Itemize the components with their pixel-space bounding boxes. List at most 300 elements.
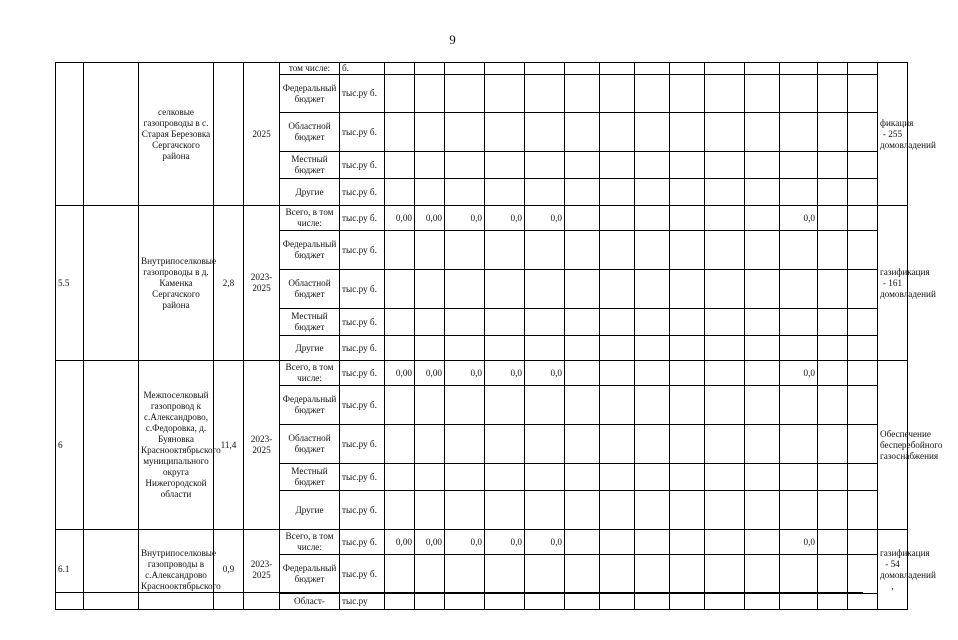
value-cell: [848, 206, 878, 231]
value-cell: [705, 179, 745, 206]
table-row: [56, 206, 958, 231]
value-cell: [600, 336, 635, 361]
value-cell: [385, 464, 415, 491]
value-cell: [565, 231, 600, 270]
value-cell: [670, 179, 705, 206]
value-cell: [415, 270, 445, 309]
value-cell: [385, 594, 415, 610]
value-cell: [600, 491, 635, 530]
value-cell: [600, 425, 635, 464]
value-cell: [745, 152, 780, 179]
value-cell: [485, 309, 525, 336]
value-cell: 0,0: [780, 206, 818, 231]
value-cell: [670, 63, 705, 75]
term-years: 2025: [244, 63, 280, 206]
value-cell: [818, 113, 848, 152]
unit-label: тыс.ру б.: [340, 491, 385, 530]
value-cell: [745, 361, 780, 386]
value-cell: [848, 63, 878, 75]
funding-source-label: Федеральный бюджет: [280, 231, 340, 270]
page-number: 9: [449, 32, 456, 47]
value-cell: [705, 336, 745, 361]
value-cell: [385, 336, 415, 361]
value-cell: [385, 179, 415, 206]
object-name: Внутрипоселковые газопроводы в с.Александрово Краснооктябрьского: [139, 530, 214, 610]
value-cell: [525, 63, 565, 75]
unit-label: б.: [340, 63, 385, 75]
value-cell: [705, 152, 745, 179]
object-name: селковые газопроводы в с. Старая Березовка Сергачского района: [139, 63, 214, 206]
value-cell: [600, 555, 635, 594]
unit-label: тыс.ру б.: [340, 270, 385, 309]
value-cell: [525, 386, 565, 425]
value-cell: [445, 63, 485, 75]
length-km: 0,9: [214, 530, 244, 610]
value-cell: [415, 491, 445, 530]
value-cell: [485, 425, 525, 464]
value-cell: [565, 270, 600, 309]
value-cell: [705, 386, 745, 425]
value-cell: 0,00: [415, 530, 445, 555]
funding-source-label: Местный бюджет: [280, 309, 340, 336]
value-cell: [780, 270, 818, 309]
unit-label: тыс.ру б.: [340, 336, 385, 361]
value-cell: [635, 152, 670, 179]
value-cell: [705, 464, 745, 491]
value-cell: [635, 361, 670, 386]
value-cell: [848, 231, 878, 270]
value-cell: [745, 594, 780, 610]
unit-label: тыс.ру: [340, 594, 385, 610]
value-cell: [745, 309, 780, 336]
value-cell: [745, 555, 780, 594]
value-cell: [525, 425, 565, 464]
value-cell: [848, 386, 878, 425]
value-cell: 0,0: [485, 206, 525, 231]
value-cell: [780, 491, 818, 530]
value-cell: [635, 464, 670, 491]
value-cell: [745, 63, 780, 75]
value-cell: [600, 152, 635, 179]
value-cell: [385, 63, 415, 75]
value-cell: [565, 179, 600, 206]
expected-result: газификация - 54 домовладений ,: [878, 530, 908, 610]
value-cell: [635, 206, 670, 231]
expected-result: газификация - 161 домовладений: [878, 206, 908, 361]
value-cell: 0,0: [780, 530, 818, 555]
value-cell: [415, 464, 445, 491]
funding-source-label: Местный бюджет: [280, 152, 340, 179]
value-cell: [745, 464, 780, 491]
value-cell: [415, 113, 445, 152]
value-cell: [848, 270, 878, 309]
value-cell: [705, 63, 745, 75]
value-cell: [485, 75, 525, 113]
value-cell: [485, 231, 525, 270]
value-cell: [600, 206, 635, 231]
value-cell: [780, 75, 818, 113]
value-cell: [415, 425, 445, 464]
value-cell: [485, 464, 525, 491]
value-cell: [848, 336, 878, 361]
value-cell: [705, 231, 745, 270]
value-cell: [600, 309, 635, 336]
value-cell: [385, 113, 415, 152]
length-km: 2,8: [214, 206, 244, 361]
value-cell: [525, 75, 565, 113]
value-cell: [705, 594, 745, 610]
value-cell: [600, 113, 635, 152]
value-cell: [415, 386, 445, 425]
value-cell: [635, 425, 670, 464]
value-cell: [485, 386, 525, 425]
value-cell: [385, 555, 415, 594]
value-cell: [565, 491, 600, 530]
value-cell: [818, 491, 848, 530]
value-cell: [600, 270, 635, 309]
length-km: [214, 63, 244, 206]
value-cell: [445, 270, 485, 309]
funding-source-label: Областной бюджет: [280, 113, 340, 152]
table-row: [56, 63, 958, 75]
value-cell: [385, 309, 415, 336]
value-cell: [565, 75, 600, 113]
value-cell: [445, 113, 485, 152]
value-cell: [818, 206, 848, 231]
value-cell: [780, 309, 818, 336]
value-cell: [600, 594, 635, 610]
funding-source-label: Другие: [280, 491, 340, 530]
value-cell: [385, 231, 415, 270]
value-cell: [525, 336, 565, 361]
value-cell: [670, 361, 705, 386]
value-cell: [525, 594, 565, 610]
value-cell: [600, 530, 635, 555]
funding-source-label: Федеральный бюджет: [280, 386, 340, 425]
value-cell: 0,00: [415, 361, 445, 386]
value-cell: [780, 179, 818, 206]
value-cell: [705, 206, 745, 231]
value-cell: [385, 75, 415, 113]
value-cell: 0,0: [780, 361, 818, 386]
value-cell: [635, 270, 670, 309]
term-years: 2023-2025: [244, 206, 280, 361]
value-cell: [415, 152, 445, 179]
value-cell: 0,0: [525, 530, 565, 555]
value-cell: [705, 361, 745, 386]
value-cell: [565, 361, 600, 386]
value-cell: 0,0: [485, 530, 525, 555]
value-cell: [848, 179, 878, 206]
value-cell: [635, 491, 670, 530]
value-cell: 0,0: [445, 361, 485, 386]
value-cell: [670, 152, 705, 179]
unit-label: тыс.ру б.: [340, 361, 385, 386]
blank-cell: [84, 63, 139, 206]
funding-source-label: Област-: [280, 594, 340, 610]
value-cell: [565, 152, 600, 179]
value-cell: [600, 63, 635, 75]
value-cell: [485, 270, 525, 309]
value-cell: [385, 152, 415, 179]
value-cell: [600, 231, 635, 270]
value-cell: [565, 594, 600, 610]
value-cell: [415, 555, 445, 594]
value-cell: [525, 179, 565, 206]
budget-table: [55, 62, 958, 610]
value-cell: [705, 75, 745, 113]
value-cell: [635, 336, 670, 361]
value-cell: [745, 386, 780, 425]
value-cell: [818, 336, 848, 361]
funding-source-label: Местный бюджет: [280, 464, 340, 491]
value-cell: [525, 231, 565, 270]
value-cell: 0,0: [525, 206, 565, 231]
value-cell: [635, 179, 670, 206]
term-years: 2023-2025: [244, 530, 280, 610]
value-cell: [485, 336, 525, 361]
value-cell: [415, 179, 445, 206]
value-cell: [745, 206, 780, 231]
value-cell: [780, 555, 818, 594]
value-cell: [565, 113, 600, 152]
funding-source-label: Федеральный бюджет: [280, 555, 340, 594]
value-cell: [565, 464, 600, 491]
value-cell: 0,00: [385, 206, 415, 231]
value-cell: [780, 464, 818, 491]
value-cell: 0,00: [385, 361, 415, 386]
value-cell: [818, 179, 848, 206]
value-cell: [848, 530, 878, 555]
expected-result: Обеспечение бесперебойного газоснабжения: [878, 361, 908, 530]
value-cell: [848, 152, 878, 179]
value-cell: [525, 270, 565, 309]
value-cell: [705, 309, 745, 336]
value-cell: [745, 491, 780, 530]
value-cell: [635, 309, 670, 336]
value-cell: [525, 309, 565, 336]
value-cell: [445, 152, 485, 179]
value-cell: [445, 464, 485, 491]
value-cell: [525, 152, 565, 179]
value-cell: [818, 309, 848, 336]
unit-label: тыс.ру б.: [340, 555, 385, 594]
value-cell: [445, 491, 485, 530]
value-cell: [565, 530, 600, 555]
value-cell: [600, 386, 635, 425]
value-cell: [445, 425, 485, 464]
value-cell: [848, 491, 878, 530]
value-cell: 0,0: [445, 206, 485, 231]
budget-table-container: [55, 62, 943, 606]
funding-source-label: Федеральный бюджет: [280, 75, 340, 113]
value-cell: [600, 75, 635, 113]
unit-label: тыс.ру б.: [340, 309, 385, 336]
funding-source-label: Областной бюджет: [280, 425, 340, 464]
value-cell: [670, 231, 705, 270]
value-cell: [635, 113, 670, 152]
unit-label: тыс.ру б.: [340, 113, 385, 152]
unit-label: тыс.ру б.: [340, 179, 385, 206]
value-cell: [525, 555, 565, 594]
funding-source-label: Областной бюджет: [280, 270, 340, 309]
unit-label: тыс.ру б.: [340, 75, 385, 113]
value-cell: 0,0: [485, 361, 525, 386]
value-cell: [818, 594, 848, 610]
unit-label: тыс.ру б.: [340, 152, 385, 179]
value-cell: [445, 75, 485, 113]
value-cell: [670, 555, 705, 594]
value-cell: [705, 530, 745, 555]
value-cell: [848, 361, 878, 386]
value-cell: [780, 594, 818, 610]
value-cell: [415, 309, 445, 336]
value-cell: [635, 530, 670, 555]
value-cell: [415, 336, 445, 361]
item-number: 5.5: [56, 206, 84, 361]
value-cell: [745, 231, 780, 270]
value-cell: [818, 231, 848, 270]
value-cell: [485, 491, 525, 530]
value-cell: [670, 336, 705, 361]
unit-label: тыс.ру б.: [340, 425, 385, 464]
value-cell: [780, 336, 818, 361]
funding-source-label: том числе:: [280, 63, 340, 75]
funding-source-label: Всего, в том числе:: [280, 530, 340, 555]
value-cell: 0,00: [385, 530, 415, 555]
expected-result: фикация - 255 домовладений: [878, 63, 908, 206]
value-cell: [670, 594, 705, 610]
value-cell: [485, 113, 525, 152]
value-cell: [670, 206, 705, 231]
item-number: 6: [56, 361, 84, 530]
blank-cell: [84, 361, 139, 530]
value-cell: [635, 75, 670, 113]
value-cell: [485, 555, 525, 594]
value-cell: [385, 425, 415, 464]
value-cell: [635, 594, 670, 610]
funding-source-label: Всего, в том числе:: [280, 361, 340, 386]
value-cell: [670, 491, 705, 530]
value-cell: [445, 179, 485, 206]
value-cell: [780, 152, 818, 179]
value-cell: [705, 113, 745, 152]
value-cell: [745, 113, 780, 152]
value-cell: [525, 491, 565, 530]
value-cell: [670, 75, 705, 113]
value-cell: [818, 464, 848, 491]
value-cell: [565, 336, 600, 361]
value-cell: [565, 63, 600, 75]
value-cell: [818, 75, 848, 113]
value-cell: [705, 425, 745, 464]
value-cell: [848, 594, 878, 610]
value-cell: [848, 555, 878, 594]
term-years: 2023-2025: [244, 361, 280, 530]
value-cell: [565, 309, 600, 336]
value-cell: [445, 386, 485, 425]
value-cell: [635, 555, 670, 594]
value-cell: [818, 530, 848, 555]
unit-label: тыс.ру б.: [340, 464, 385, 491]
value-cell: [385, 491, 415, 530]
value-cell: [670, 464, 705, 491]
value-cell: [635, 231, 670, 270]
table-row: [56, 361, 958, 386]
value-cell: 0,0: [445, 530, 485, 555]
funding-source-label: Другие: [280, 179, 340, 206]
value-cell: [525, 113, 565, 152]
value-cell: [780, 386, 818, 425]
value-cell: [565, 555, 600, 594]
value-cell: [848, 75, 878, 113]
value-cell: [485, 63, 525, 75]
value-cell: [818, 386, 848, 425]
budget-table-body: [56, 63, 958, 610]
value-cell: [670, 270, 705, 309]
unit-label: тыс.ру б.: [340, 530, 385, 555]
unit-label: тыс.ру б.: [340, 231, 385, 270]
value-cell: [745, 530, 780, 555]
value-cell: [780, 113, 818, 152]
value-cell: [415, 63, 445, 75]
value-cell: [818, 361, 848, 386]
value-cell: [635, 386, 670, 425]
value-cell: [848, 113, 878, 152]
value-cell: [635, 63, 670, 75]
value-cell: [485, 152, 525, 179]
value-cell: [670, 113, 705, 152]
value-cell: [600, 179, 635, 206]
funding-source-label: Всего, в том числе:: [280, 206, 340, 231]
value-cell: [385, 270, 415, 309]
unit-label: тыс.ру б.: [340, 386, 385, 425]
value-cell: [848, 464, 878, 491]
value-cell: [670, 425, 705, 464]
funding-source-label: Другие: [280, 336, 340, 361]
value-cell: [670, 386, 705, 425]
value-cell: [780, 231, 818, 270]
value-cell: [565, 386, 600, 425]
value-cell: [565, 425, 600, 464]
blank-cell: [84, 206, 139, 361]
value-cell: [385, 386, 415, 425]
value-cell: [745, 179, 780, 206]
value-cell: [745, 425, 780, 464]
value-cell: [745, 75, 780, 113]
value-cell: [565, 206, 600, 231]
unit-label: тыс.ру б.: [340, 206, 385, 231]
value-cell: [818, 152, 848, 179]
value-cell: [745, 270, 780, 309]
value-cell: [745, 336, 780, 361]
value-cell: [848, 309, 878, 336]
length-km: 11,4: [214, 361, 244, 530]
value-cell: [485, 594, 525, 610]
value-cell: [780, 425, 818, 464]
value-cell: [818, 270, 848, 309]
value-cell: [415, 231, 445, 270]
value-cell: 0,0: [525, 361, 565, 386]
value-cell: [445, 594, 485, 610]
value-cell: [600, 361, 635, 386]
value-cell: [445, 309, 485, 336]
value-cell: 0,00: [415, 206, 445, 231]
value-cell: [705, 491, 745, 530]
value-cell: [818, 555, 848, 594]
value-cell: [705, 555, 745, 594]
value-cell: [485, 179, 525, 206]
